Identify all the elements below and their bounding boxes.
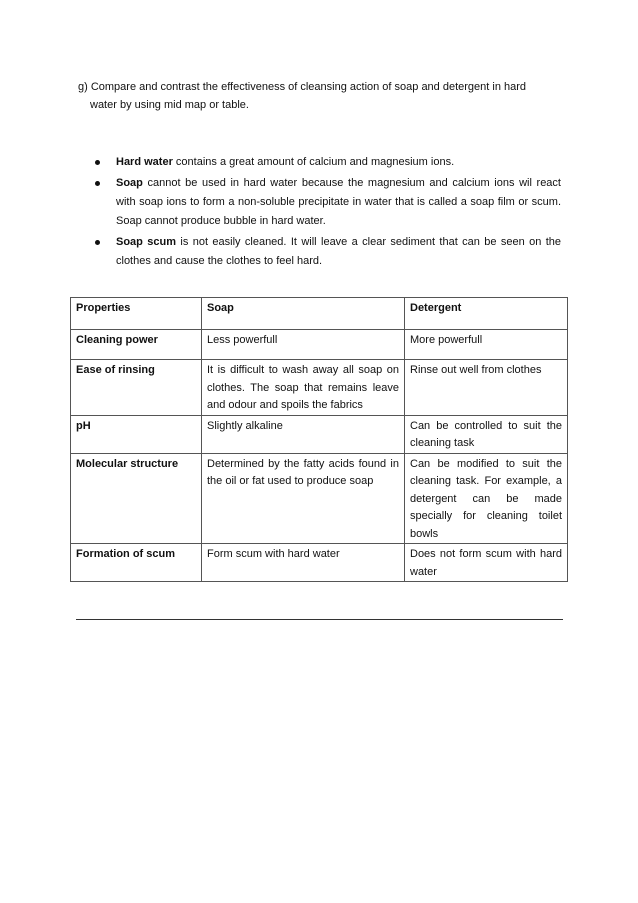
bullet-item: [95, 233, 561, 271]
bullet-dot-icon: [95, 160, 100, 165]
cell-soap: Slightly alkaline: [202, 415, 405, 453]
cell-soap: Determined by the fatty acids found in the oil or fat used to produce soap: [202, 453, 405, 544]
table-row: [71, 415, 568, 453]
question-line-2: water by using mid map or table.: [90, 99, 249, 111]
table-header-row: [71, 298, 568, 330]
cell-soap: Form scum with hard water: [202, 544, 405, 582]
header-soap: Soap: [202, 298, 405, 330]
table-row: [71, 360, 568, 416]
bullet-item: [95, 153, 561, 172]
header-properties: Properties: [71, 298, 202, 330]
bullet-dot-icon: [95, 240, 100, 245]
question-line-1: g) Compare and contrast the effectiveness of cleansing action of soap and detergent in hard: [78, 81, 527, 93]
table-row: [71, 453, 568, 544]
comparison-table: [70, 297, 568, 582]
cell-detergent: Rinse out well from clothes: [405, 360, 568, 416]
cell-property: Formation of scum: [71, 544, 202, 582]
cell-detergent: Can be controlled to suit the cleaning task: [405, 415, 568, 453]
header-detergent: Detergent: [405, 298, 568, 330]
bullet-term: Hard water: [116, 156, 173, 168]
bullet-list: [95, 153, 561, 273]
bullet-term: Soap: [116, 177, 143, 189]
bullet-dot-icon: [95, 181, 100, 186]
cell-property: pH: [71, 415, 202, 453]
bullet-term: Soap scum: [116, 236, 177, 248]
cell-soap: It is difficult to wash away all soap on clothes. The soap that remains leave and odour and spoils the fabrics: [202, 360, 405, 416]
cell-property: Ease of rinsing: [71, 360, 202, 416]
question-text: [78, 78, 558, 114]
cell-property: Cleaning power: [71, 330, 202, 360]
cell-detergent: Can be modified to suit the cleaning task. For example, a detergent can be made specially for cleaning toilet bowls: [405, 453, 568, 544]
table-row: [71, 330, 568, 360]
bullet-text: is not easily cleaned. It will leave a clear sediment that can be seen on the clothes and cause the clothes to feel hard.: [116, 236, 561, 267]
horizontal-rule: [76, 619, 563, 620]
cell-detergent: More powerfull: [405, 330, 568, 360]
cell-property: Molecular structure: [71, 453, 202, 544]
bullet-text: contains a great amount of calcium and magnesium ions.: [172, 156, 455, 168]
cell-detergent: Does not form scum with hard water: [405, 544, 568, 582]
table-row: [71, 544, 568, 582]
bullet-text: cannot be used in hard water because the magnesium and calcium ions wil react with soap ions to form a non-soluble precipitate in water that is called a soap film or scum. Soap cannot produce bubble in hard water.: [116, 177, 561, 227]
bullet-item: [95, 174, 561, 231]
cell-soap: Less powerfull: [202, 330, 405, 360]
